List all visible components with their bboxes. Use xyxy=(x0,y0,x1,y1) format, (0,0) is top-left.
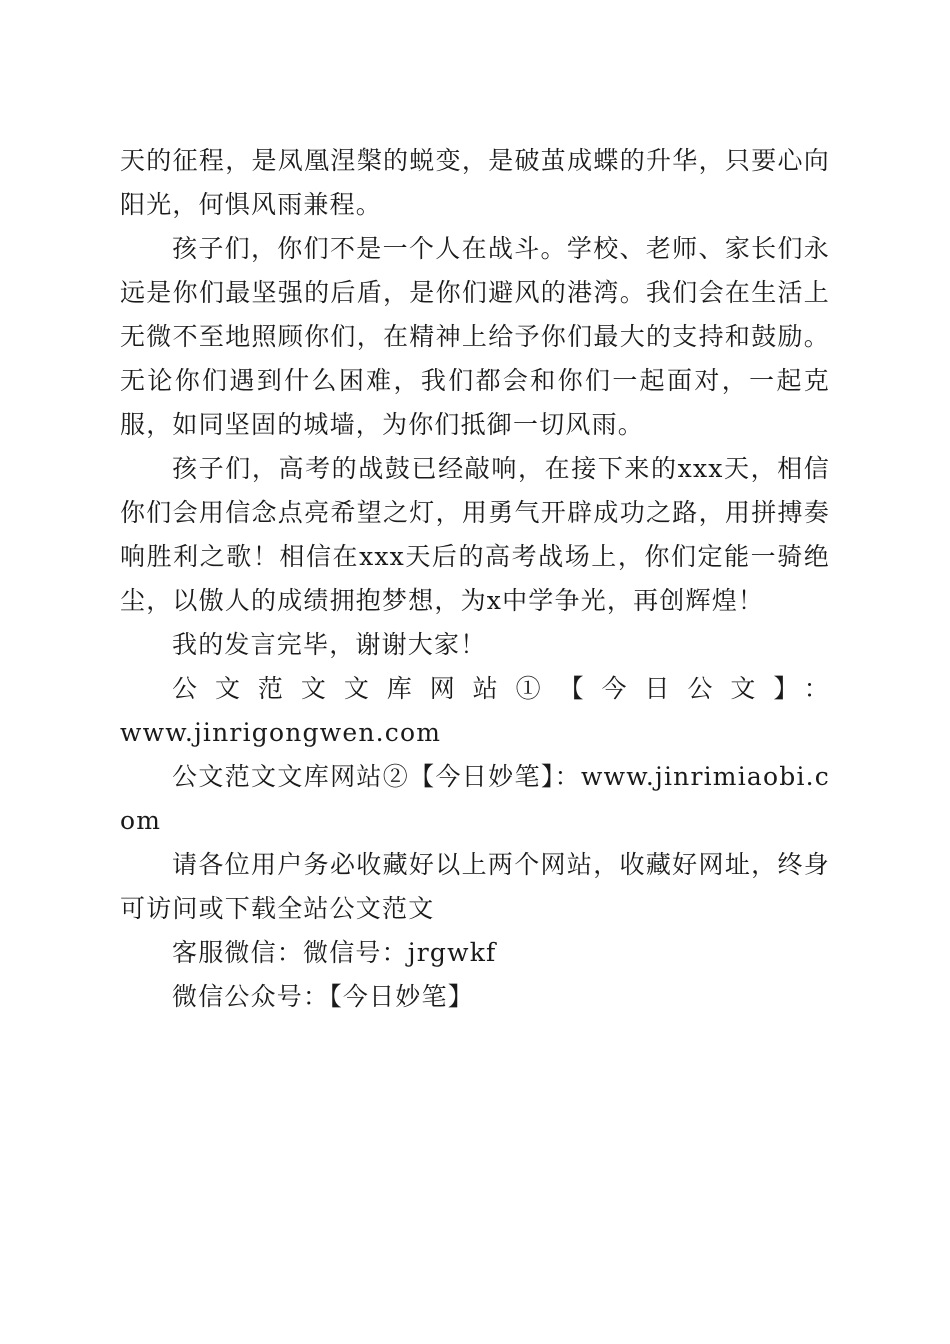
site1-label: 公文范文文库网站①【今日公文】： xyxy=(172,674,830,703)
site1-url: www.jinrigongwen.com xyxy=(120,718,442,747)
site2-line: 公文范文文库网站②【今日妙笔】：www.jinrimiaobi.com xyxy=(120,762,830,835)
wechat-official-account: 微信公众号：【今日妙笔】 xyxy=(172,982,474,1011)
paragraph-closing: 我的发言完毕，谢谢大家！ xyxy=(172,630,487,659)
paragraph-encouragement: 孩子们，高考的战鼓已经敲响，在接下来的xxx天，相信你们会用信念点亮希望之灯，用勇气开辟成功之路，用拼搏奏响胜利之歌！相信在xxx天后的高考战场上，你们定能一骑绝尘，以傲人的成绩拥抱梦想，为x中学争光，再创辉煌！ xyxy=(120,454,830,615)
paragraph-support: 孩子们，你们不是一个人在战斗。学校、老师、家长们永远是你们最坚强的后盾，是你们避风的港湾。我们会在生活上无微不至地照顾你们，在精神上给予你们最大的支持和鼓励。无论你们遇到什么困难，我们都会和你们一起面对，一起克服，如同坚固的城墙，为你们抵御一切风雨。 xyxy=(120,234,830,439)
paragraph-continuation: 天的征程，是凤凰涅槃的蜕变，是破茧成蝶的升华，只要心向阳光，何惧风雨兼程。 xyxy=(120,146,830,219)
bookmark-notice: 请各位用户务必收藏好以上两个网站，收藏好网址，终身可访问或下载全站公文范文 xyxy=(120,850,830,923)
wechat-service: 客服微信：微信号：jrgwkf xyxy=(172,938,497,967)
document-body xyxy=(120,139,830,1019)
